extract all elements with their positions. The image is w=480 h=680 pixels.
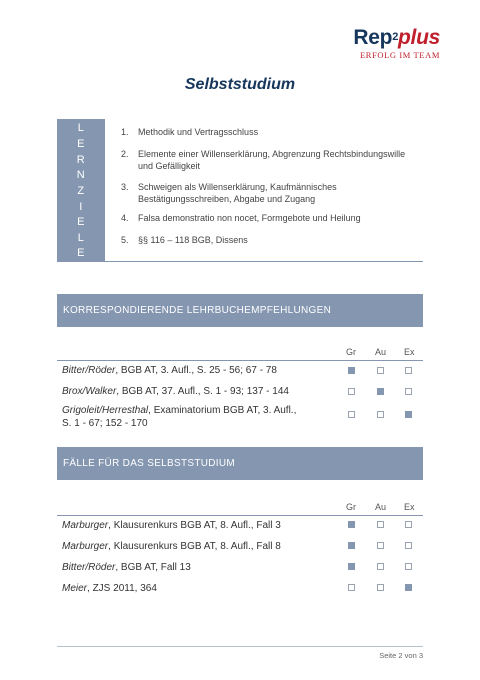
table-row: Meier, ZJS 2011, 364 — [62, 583, 157, 594]
checkbox-au[interactable] — [377, 367, 384, 374]
lernziele-letter: N — [76, 169, 86, 181]
checkbox-gr[interactable] — [348, 563, 355, 570]
lernziele-letter: L — [77, 122, 85, 134]
column-header-gr: Gr — [346, 502, 356, 512]
checkbox-au[interactable] — [377, 388, 384, 395]
checkbox-gr[interactable] — [348, 521, 355, 528]
checkbox-gr[interactable] — [348, 388, 355, 395]
logo-wordmark: Rep$^2$plus — [353, 26, 440, 49]
lernziele-letter: I — [79, 201, 83, 213]
column-header-au: Au — [375, 347, 387, 357]
table-row: Marburger, Klausurenkurs BGB AT, 8. Aufl., Fall 3 — [62, 520, 281, 531]
checkbox-au[interactable] — [377, 521, 384, 528]
checkbox-ex[interactable] — [405, 411, 412, 418]
table-row: Grigoleit/Herresthal, Examinatorium BGB AT, 3. Aufl., S. 1 - 67; 152 - 170 — [62, 405, 297, 429]
checkbox-gr[interactable] — [348, 584, 355, 591]
table-row: Bitter/Röder, BGB AT, 3. Aufl., S. 25 - 56; 67 - 78 — [62, 365, 277, 376]
checkbox-au[interactable] — [377, 584, 384, 591]
table-row: Brox/Walker, BGB AT, 37. Aufl., S. 1 - 93; 137 - 144 — [62, 386, 289, 397]
divider — [57, 360, 423, 361]
checkbox-ex[interactable] — [405, 584, 412, 591]
column-header-ex: Ex — [404, 502, 415, 512]
column-header-au: Au — [375, 502, 387, 512]
checkbox-ex[interactable] — [405, 388, 412, 395]
checkbox-gr[interactable] — [348, 367, 355, 374]
checkbox-au[interactable] — [377, 563, 384, 570]
footer-divider — [57, 646, 423, 647]
logo — [353, 27, 440, 60]
table-row: Bitter/Röder, BGB AT, Fall 13 — [62, 562, 191, 573]
column-header-gr: Gr — [346, 347, 356, 357]
logo-tagline: ERFOLG IM TEAM — [359, 50, 440, 60]
lernziele-letter: R — [76, 154, 86, 166]
checkbox-au[interactable] — [377, 542, 384, 549]
lernziele-letter: L — [77, 232, 85, 244]
lernziele-letter: E — [77, 216, 85, 228]
lernziele-vertical-label — [57, 119, 105, 261]
checkbox-ex[interactable] — [405, 367, 412, 374]
checkbox-gr[interactable] — [348, 411, 355, 418]
divider — [57, 515, 423, 516]
table-row: Marburger, Klausurenkurs BGB AT, 8. Aufl., Fall 8 — [62, 541, 281, 552]
page-number: Seite 2 von 3 — [379, 651, 423, 660]
checkbox-ex[interactable] — [405, 542, 412, 549]
lernziele-letter: Z — [77, 185, 85, 197]
page-title: Selbststudium — [184, 76, 296, 93]
section-header-lehrbuch: KORRESPONDIERENDE LEHRBUCHEMPFEHLUNGEN — [57, 294, 423, 327]
checkbox-ex[interactable] — [405, 563, 412, 570]
lernziele-box: L E R N Z I E L E 1. Methodik und Vertragsschluss 2. Elemente einer Willenserklärung, Abgrenzung Rechtsbindungswille und Gefälligkeit 3. Schweigen als Willenserklärung, Kaufmännisches Bestätigungsschreiben, Abgabe und Zugang 4. Falsa demonstratio non nocet, Formgebote und Heilung 5. §§ 116 – 118 BGB, Dissens — [57, 119, 423, 262]
lernziele-letter: E — [77, 138, 85, 150]
lernziele-letter: E — [77, 247, 85, 259]
checkbox-gr[interactable] — [348, 542, 355, 549]
section-header-faelle: FÄLLE FÜR DAS SELBSTSTUDIUM — [57, 447, 423, 480]
checkbox-ex[interactable] — [405, 521, 412, 528]
column-header-ex: Ex — [404, 347, 415, 357]
checkbox-au[interactable] — [377, 411, 384, 418]
